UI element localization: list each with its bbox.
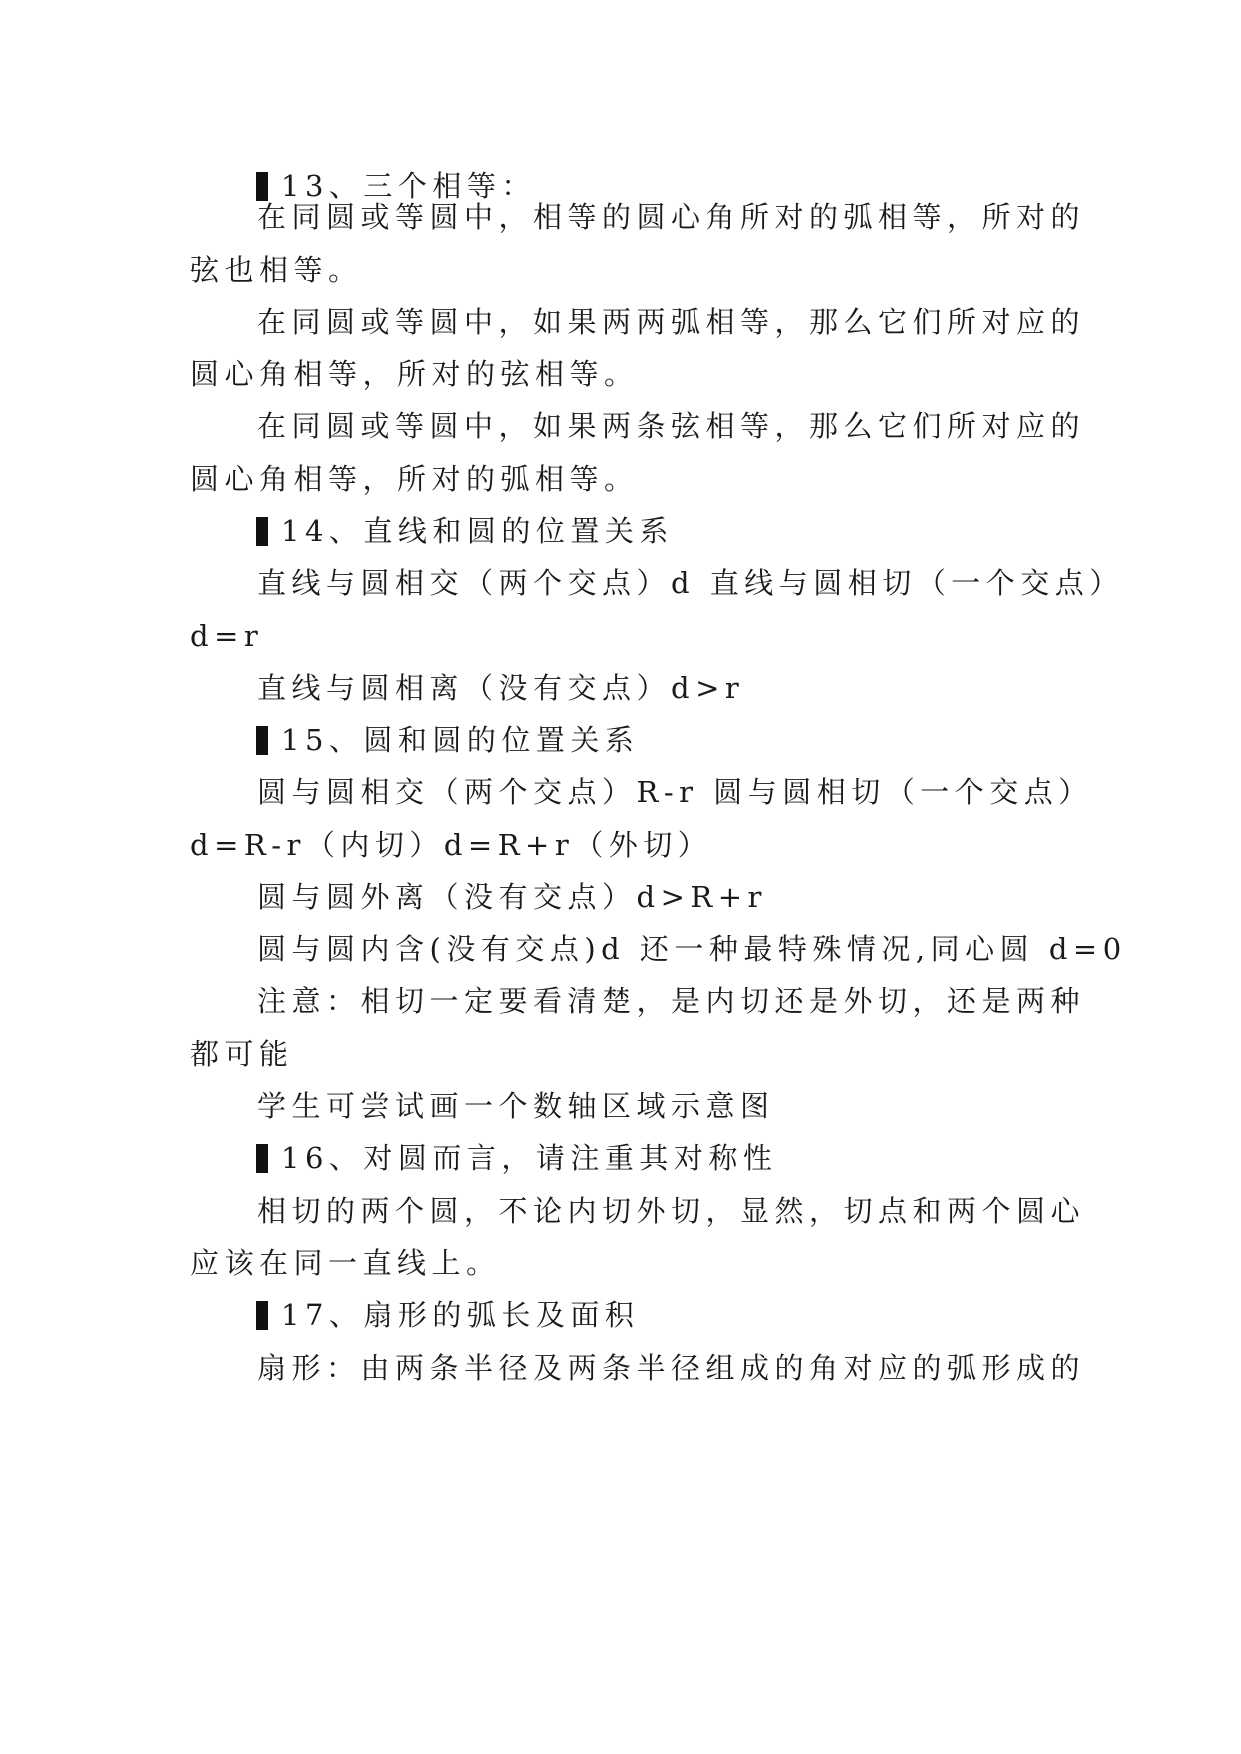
section-heading-16 xyxy=(0,1138,1241,1178)
heading-text: 16、对圆而言，请注重其对称性 xyxy=(281,1141,778,1175)
paragraph-continuation xyxy=(0,616,1241,656)
paragraph-continuation xyxy=(0,459,1241,499)
paragraph-continuation xyxy=(0,825,1241,865)
paragraph-line xyxy=(0,772,1241,812)
paragraph-text: d=r xyxy=(190,619,264,653)
paragraph-text: 注意：相切一定要看清楚，是内切还是外切，还是两种 xyxy=(257,984,1086,1018)
paragraph-line xyxy=(0,981,1241,1021)
paragraph-line xyxy=(0,1348,1241,1388)
paragraph-line xyxy=(0,197,1241,237)
paragraph-text: 在同圆或等圆中，如果两两弧相等，那么它们所对应的 xyxy=(257,305,1086,339)
paragraph-text: 学生可尝试画一个数轴区域示意图 xyxy=(257,1089,775,1123)
section-heading-15 xyxy=(0,720,1241,760)
heading-text: 13、三个相等： xyxy=(281,169,536,203)
paragraph-text: 相切的两个圆，不论内切外切，显然，切点和两个圆心 xyxy=(257,1194,1086,1228)
heading-text: 14、直线和圆的位置关系 xyxy=(281,514,674,548)
paragraph-line xyxy=(0,1086,1241,1126)
paragraph-text: 在同圆或等圆中，如果两条弦相等，那么它们所对应的 xyxy=(257,409,1086,443)
paragraph-continuation xyxy=(0,354,1241,394)
heading-marker xyxy=(256,726,268,755)
heading-marker xyxy=(256,1144,268,1173)
paragraph-line xyxy=(0,877,1241,917)
paragraph-continuation xyxy=(0,1243,1241,1283)
heading-marker xyxy=(256,517,268,546)
paragraph-line xyxy=(0,1191,1241,1231)
paragraph-line xyxy=(0,302,1241,342)
paragraph-text: 圆与圆外离（没有交点）d>R+r xyxy=(257,880,767,914)
paragraph-continuation xyxy=(0,250,1241,290)
paragraph-text: 在同圆或等圆中，相等的圆心角所对的弧相等，所对的 xyxy=(257,200,1086,234)
paragraph-line xyxy=(0,406,1241,446)
paragraph-line xyxy=(0,563,1241,603)
paragraph-line xyxy=(0,668,1241,708)
heading-text: 15、圆和圆的位置关系 xyxy=(281,723,640,757)
paragraph-text: 都可能 xyxy=(190,1037,294,1071)
paragraph-text: 弦也相等。 xyxy=(190,253,363,287)
paragraph-text: 圆心角相等，所对的弦相等。 xyxy=(190,357,639,391)
paragraph-text: 圆心角相等，所对的弧相等。 xyxy=(190,462,639,496)
section-heading-17 xyxy=(0,1295,1241,1335)
paragraph-text: 应该在同一直线上。 xyxy=(190,1246,501,1280)
heading-text: 17、扇形的弧长及面积 xyxy=(281,1298,640,1332)
paragraph-text: 直线与圆相交（两个交点）d 直线与圆相切（一个交点） xyxy=(257,566,1124,600)
paragraph-text: d=R-r（内切）d=R+r（外切） xyxy=(190,828,713,862)
paragraph-text: 直线与圆相离（没有交点）d>r xyxy=(257,671,745,705)
heading-marker xyxy=(256,1301,268,1330)
paragraph-line xyxy=(0,929,1241,969)
paragraph-text: 扇形：由两条半径及两条半径组成的角对应的弧形成的 xyxy=(257,1351,1086,1385)
paragraph-text: 圆与圆相交（两个交点）R-r 圆与圆相切（一个交点） xyxy=(257,775,1093,809)
paragraph-text: 圆与圆内含(没有交点)d 还一种最特殊情况,同心圆 d=0 xyxy=(257,932,1127,966)
section-heading-14 xyxy=(0,511,1241,551)
paragraph-continuation xyxy=(0,1034,1241,1074)
